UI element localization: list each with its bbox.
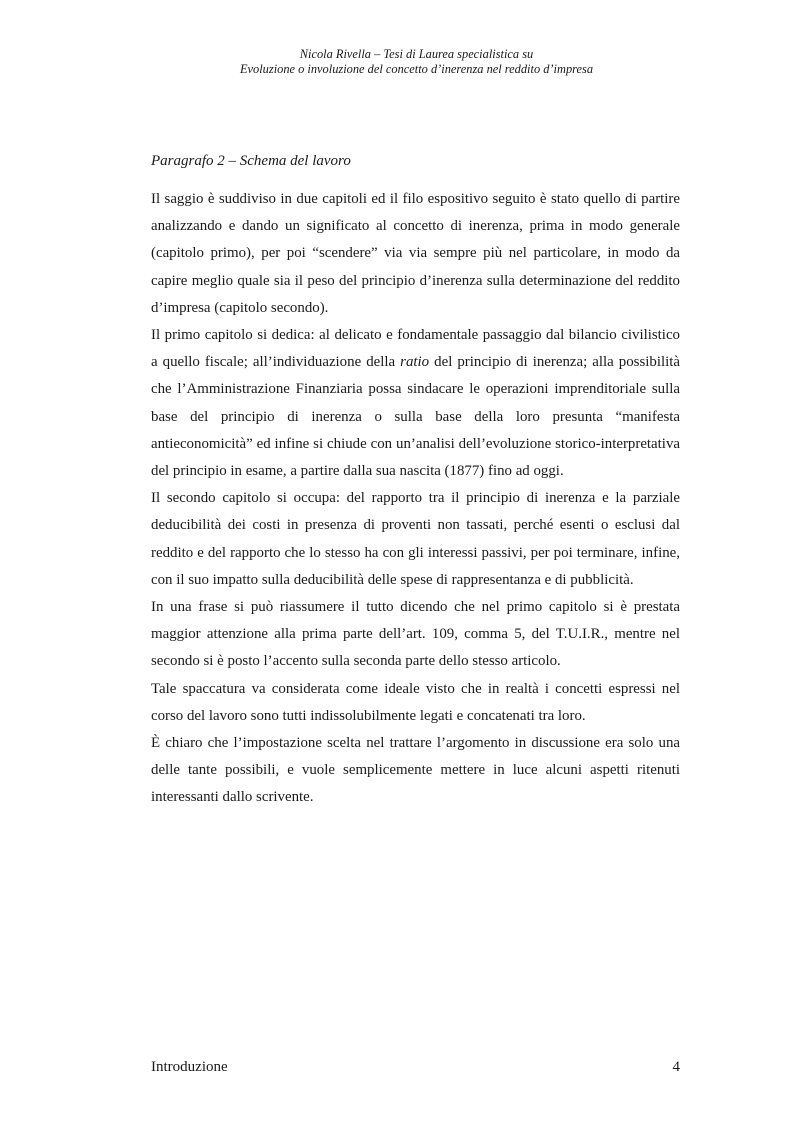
- body-text: [151, 186, 680, 812]
- header-thesis-title: Evoluzione o involuzione del concetto d’inerenza nel reddito d’impresa: [239, 62, 594, 76]
- paragraph-4: In una frase si può riassumere il tutto dicendo che nel primo capitolo si è prestata maggior attenzione alla prima parte dell’art. 109, comma 5, del T.U.I.R., mentre nel secondo si è posto l’accento sulla seconda parte dello stesso articolo.: [151, 599, 680, 670]
- paragraph-2-start: Il primo capitolo si dedica: al delicato e fondamentale passaggio dal bilancio civilistico a quello fiscale; all’individuazione della: [151, 327, 680, 371]
- paragraph-6: È chiaro che l’impostazione scelta nel trattare l’argomento in discussione era solo una delle tante possibili, e vuole semplicemente mettere in luce alcuni aspetti ritenuti interessanti dallo scrivente.: [151, 735, 680, 806]
- paragraph-1: Il saggio è suddiviso in due capitoli ed il filo espositivo seguito è stato quello di partire analizzando e dando un significato al concetto di inerenza, prima in modo generale (capitolo primo), per poi “scendere” via via sempre più nel particolare, in modo da capire meglio quale sia il peso del principio d’inerenza sulla determinazione del reddito d’impresa (capitolo secondo).: [151, 191, 680, 316]
- paragraph-2-ratio: ratio: [400, 354, 430, 371]
- section-title: Paragrafo 2 – Schema del lavoro: [151, 153, 351, 169]
- header-author-line: Nicola Rivella – Tesi di Laurea specialistica su: [299, 47, 534, 61]
- page-number: 4: [672, 1059, 680, 1075]
- paragraph-2: [151, 322, 680, 485]
- running-header: [0, 47, 793, 77]
- paragraph-2-end: del principio di inerenza; alla possibilità che l’Amministrazione Finanziaria possa sindacare le operazioni imprenditoriale sulla base del principio di inerenza o sulla base della loro presunta “manifesta antieconomicità” ed infine si chiude con un’analisi dell’evoluzione storico-interpretativa del principio in esame, a partire dalla sua nascita (1877) fino ad oggi.: [151, 354, 680, 480]
- footer-section-label: Introduzione: [151, 1059, 228, 1075]
- paragraph-3: Il secondo capitolo si occupa: del rapporto tra il principio di inerenza e la parziale deducibilità dei costi in presenza di proventi non tassati, perché esenti o esclusi dal reddito e del rapporto che lo stesso ha con gli interessi passivi, per poi terminare, infine, con il suo impatto sulla deducibilità delle spese di rappresentanza e di pubblicità.: [151, 490, 680, 588]
- paragraph-5: Tale spaccatura va considerata come ideale visto che in realtà i concetti espressi nel corso del lavoro sono tutti indissolubilmente legati e concatenati tra loro.: [151, 680, 680, 724]
